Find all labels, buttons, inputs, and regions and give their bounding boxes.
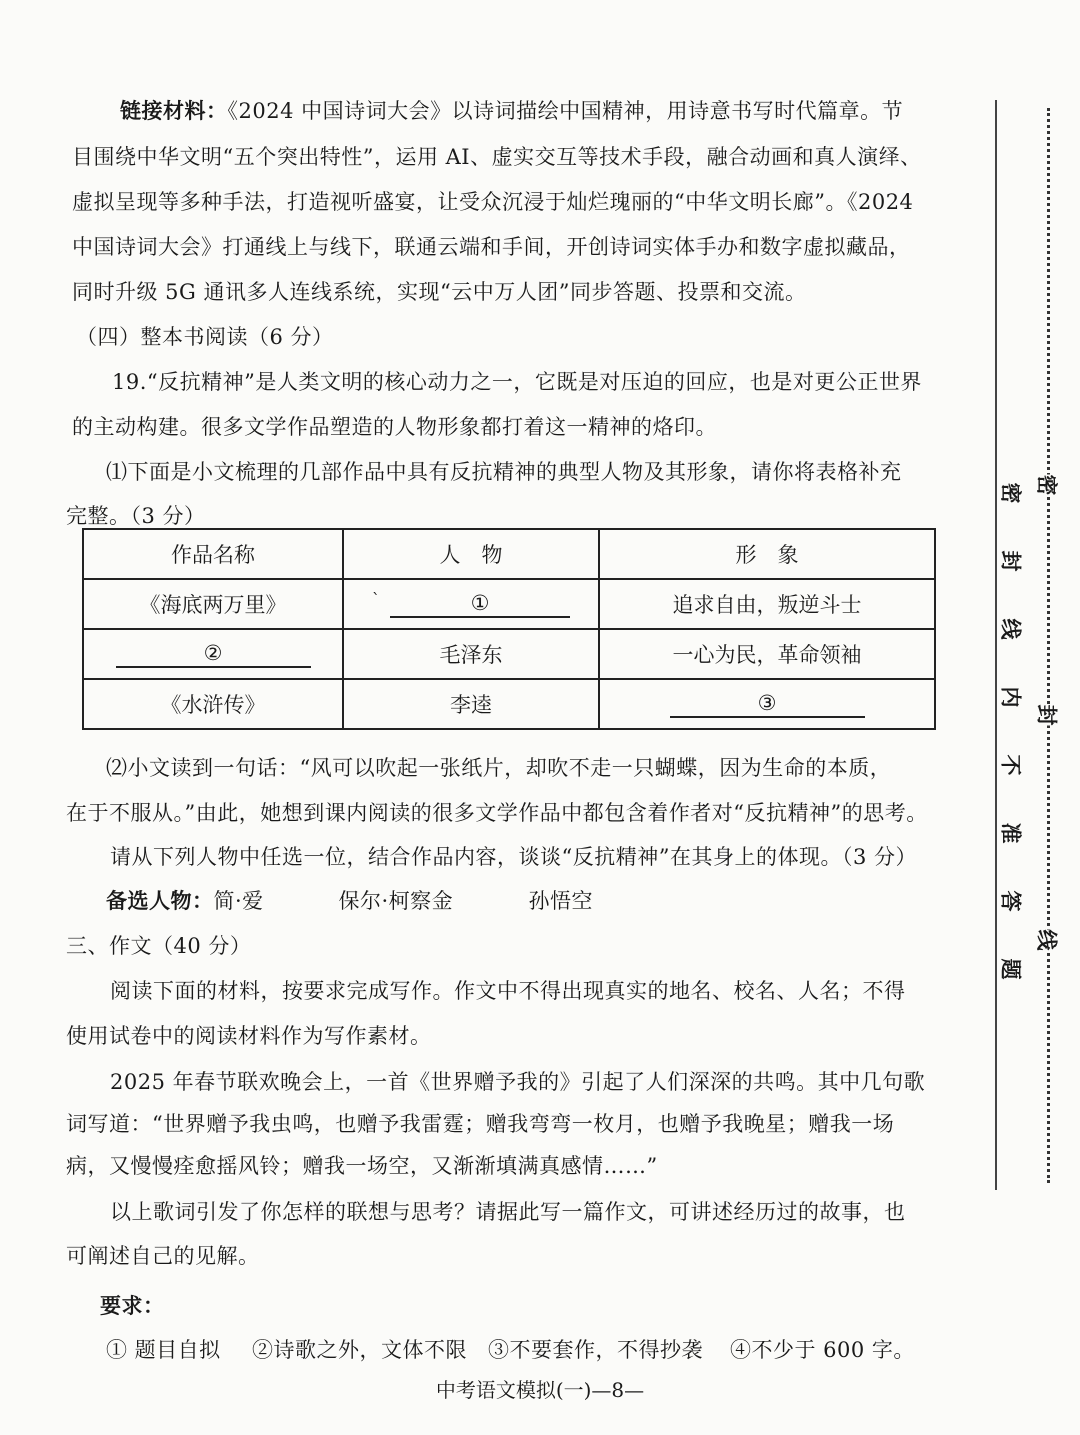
essay-prompt-2: 可阐述自己的见解。: [66, 1244, 260, 1268]
stray-mark: `: [372, 590, 380, 609]
cell-work-blank[interactable]: [83, 629, 343, 679]
page-footer: 中考语文模拟(一)—8—: [435, 1378, 645, 1402]
link-material-line-1: 链接材料：《2024 中国诗词大会》以诗词描绘中国精神，用诗意书写时代篇章。节: [120, 98, 904, 123]
cell-image-blank[interactable]: [599, 679, 935, 729]
option-jane-eyre: 简·爱: [213, 889, 264, 913]
cell-person: 毛泽东: [343, 629, 599, 679]
q19-part2-line-1: ⑵小文读到一句话：“风可以吹起一张纸片，却吹不走一只蝴蝶，因为生命的本质，: [106, 756, 892, 780]
essay-material-3: 病，又慢慢痊愈摇风铃；赠我一场空，又渐渐填满真感情……”: [66, 1154, 658, 1178]
link-material-line-2: 目围绕中华文明“五个突出特性”，运用 AI、虚实交互等技术手段，融合动画和真人演绎、: [72, 145, 922, 169]
answer-blank-2[interactable]: ②: [116, 640, 311, 668]
binding-inner-char: 题: [998, 958, 1024, 980]
cell-work: 《水浒传》: [83, 679, 343, 729]
q19-part2-line-3: 请从下列人物中任选一位，结合作品内容，谈谈“反抗精神”在其身上的体现。（3 分）: [110, 845, 918, 869]
q19-part1-line-1: ⑴下面是小文梳理的几部作品中具有反抗精神的典型人物及其形象，请你将表格补充: [106, 460, 902, 484]
cell-image: 追求自由，叛逆斗士: [599, 579, 935, 629]
works-table: [82, 528, 936, 730]
link-material-line-4: 中国诗词大会》打通线上与线下，联通云端和手间，开创诗词实体手办和数字虚拟藏品，: [72, 235, 911, 259]
header-person: 人 物: [343, 529, 599, 579]
binding-inner-char: 封: [998, 550, 1024, 572]
binding-solid-line: [995, 100, 997, 1190]
essay-title: 三、作文（40 分）: [66, 934, 252, 958]
binding-inner-char: 准: [998, 822, 1024, 844]
table-row: [83, 679, 935, 729]
cell-person-blank[interactable]: [343, 579, 599, 629]
header-image: 形 象: [599, 529, 935, 579]
essay-instructions-1: 阅读下面的材料，按要求完成写作。作文中不得出现真实的地名、校名、人名；不得: [110, 979, 906, 1003]
binding-inner-char: 密: [998, 482, 1024, 504]
section4-title: （四）整本书阅读（6 分）: [76, 325, 334, 349]
option-pavel: 保尔·柯察金: [338, 889, 454, 913]
answer-blank-3[interactable]: ③: [670, 690, 865, 718]
q19-intro-2: 的主动构建。很多文学作品塑造的人物形象都打着这一精神的烙印。: [72, 415, 717, 439]
binding-inner-char: 答: [998, 890, 1024, 912]
requirement-2: ②诗歌之外，文体不限: [252, 1338, 467, 1362]
header-work: 作品名称: [83, 529, 343, 579]
binding-outer-char: 封: [1033, 705, 1063, 726]
requirements-label: 要求：: [100, 1293, 165, 1318]
requirement-1: ① 题目自拟: [106, 1338, 221, 1362]
binding-inner-char: 线: [998, 618, 1024, 640]
link-material-label: 链接材料：: [120, 98, 228, 123]
q19-intro-1: 19.“反抗精神”是人类文明的核心动力之一，它既是对压迫的回应，也是对更公正世界: [112, 370, 922, 394]
q19-part2-line-2: 在于不服从。”由此，她想到课内阅读的很多文学作品中都包含着作者对“反抗精神”的思考。: [66, 801, 928, 825]
link-material-line-5: 同时升级 5G 通讯多人连线系统，实现“云中万人团”同步答题、投票和交流。: [72, 280, 807, 304]
cell-person: 李逵: [343, 679, 599, 729]
binding-inner-char: 不: [998, 754, 1024, 776]
essay-material-2: 词写道：“世界赠予我虫鸣，也赠予我雷霆；赠我弯弯一枚月，也赠予我晚星；赠我一场: [66, 1112, 895, 1136]
essay-instructions-2: 使用试卷中的阅读材料作为写作素材。: [66, 1024, 432, 1048]
q19-part1-line-2: 完整。（3 分）: [66, 504, 206, 528]
binding-outer-char: 密: [1033, 475, 1063, 496]
table-header-row: [83, 529, 935, 579]
options-label: 备选人物：: [106, 888, 214, 913]
binding-margin: [995, 100, 1080, 1190]
answer-blank-1[interactable]: ①: [390, 590, 570, 618]
requirements-items: [106, 1334, 915, 1364]
requirement-4: ④不少于 600 字。: [730, 1338, 915, 1362]
binding-outer-char: 线: [1033, 930, 1063, 951]
cell-image: 一心为民，革命领袖: [599, 629, 935, 679]
options-row: [106, 885, 593, 915]
essay-prompt-1: 以上歌词引发了你怎样的联想与思考？请据此写一篇作文，可讲述经历过的故事，也: [110, 1200, 906, 1224]
cell-work: 《海底两万里》: [83, 579, 343, 629]
table-row: [83, 629, 935, 679]
essay-material-1: 2025 年春节联欢晚会上，一首《世界赠予我的》引起了人们深深的共鸣。其中几句歌: [110, 1070, 926, 1094]
link-material-line-3: 虚拟呈现等多种手法，打造视听盛宴，让受众沉浸于灿烂瑰丽的“中华文明长廊”。《2024: [72, 190, 914, 214]
binding-dotted-line: [1047, 108, 1050, 1183]
option-sun-wukong: 孙悟空: [528, 889, 593, 913]
table-row: [83, 579, 935, 629]
binding-inner-char: 内: [998, 686, 1024, 708]
requirement-3: ③不要套作，不得抄袭: [488, 1338, 703, 1362]
